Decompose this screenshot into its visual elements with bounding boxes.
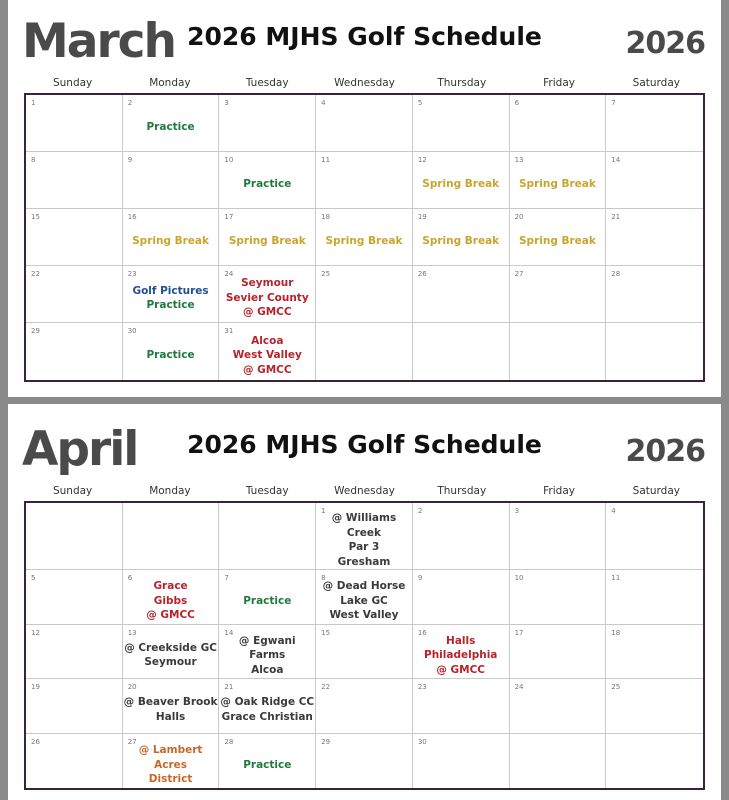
event-block: [146, 348, 194, 363]
event-block: [132, 234, 209, 249]
day-cell: [606, 152, 703, 209]
day-cell: [413, 152, 510, 209]
year-label: 2026: [625, 26, 705, 61]
day-cell: [123, 570, 220, 625]
weekday-label: Friday: [543, 77, 575, 89]
event-block: [519, 177, 596, 192]
event-text: Golf Pictures: [132, 284, 209, 297]
day-cell: [510, 95, 607, 152]
day-cell: [219, 625, 316, 680]
day-number: 21: [611, 213, 621, 221]
day-cell: [26, 679, 123, 734]
day-number: 27: [514, 270, 524, 278]
day-number: 10: [514, 574, 524, 582]
day-number: 4: [611, 507, 616, 515]
day-cell: [219, 570, 316, 625]
weekday-label: Friday: [543, 485, 575, 497]
day-number: 13: [127, 628, 137, 637]
day-number: 29: [321, 737, 331, 746]
day-number: 3: [224, 99, 229, 107]
day-number: 15: [31, 213, 40, 221]
weekday-label: Tuesday: [245, 77, 289, 89]
day-cell: [413, 734, 510, 789]
day-cell: [316, 734, 413, 789]
day-number: 24: [224, 270, 234, 278]
day-cell: [26, 625, 123, 680]
day-cell: [26, 152, 123, 209]
event-text: Spring Break: [422, 234, 500, 247]
schedule-title: 2026 MJHS Golf Schedule: [187, 430, 542, 459]
march-day-grid: [24, 93, 705, 382]
day-cell: [26, 323, 123, 380]
day-number: 11: [611, 574, 621, 582]
day-number: 22: [321, 683, 331, 691]
event-block: [146, 120, 194, 135]
day-number: 17: [224, 213, 234, 221]
day-number: 4: [321, 99, 326, 107]
day-cell: [606, 625, 703, 680]
event-text: Practice: [146, 299, 195, 311]
day-cell: [26, 503, 123, 570]
day-cell: [26, 209, 123, 266]
day-cell: [316, 679, 413, 734]
day-cell: [316, 570, 413, 625]
day-cell: [26, 570, 123, 625]
day-number: 2: [417, 507, 423, 515]
weekday-label: Saturday: [632, 485, 680, 497]
day-number: 30: [127, 327, 137, 335]
day-number: 19: [417, 213, 427, 221]
day-cell: [26, 266, 123, 323]
day-number: 5: [417, 99, 423, 107]
event-block: [323, 579, 406, 623]
day-number: 20: [514, 213, 524, 221]
day-number: 13: [514, 156, 524, 164]
event-text: @ Oak Ridge CC Grace Christian: [220, 696, 315, 723]
day-cell: [510, 266, 607, 323]
event-text: Practice: [243, 758, 292, 771]
day-number: 28: [611, 270, 621, 278]
day-cell: [413, 323, 510, 380]
day-number: 18: [321, 213, 331, 221]
day-cell: [606, 95, 703, 152]
event-text: Practice: [243, 594, 292, 607]
day-cell: [413, 95, 510, 152]
event-block: [326, 234, 403, 249]
day-cell: [123, 625, 220, 680]
day-cell: [413, 266, 510, 323]
day-cell: [123, 95, 220, 152]
day-number: 3: [514, 507, 520, 515]
day-number: 20: [127, 683, 137, 691]
weekday-label: Sunday: [52, 485, 93, 497]
day-number: 25: [321, 270, 331, 278]
weekday-label: Saturday: [632, 77, 680, 89]
event-text: Grace Gibbs @ GMCC: [146, 580, 195, 621]
event-block: [124, 641, 217, 670]
weekday-label: Sunday: [52, 77, 93, 89]
day-number: 16: [417, 628, 427, 637]
april-calendar-sheet: [8, 404, 721, 800]
day-cell: [606, 209, 703, 266]
event-text: @ Williams Creek Par 3 Gresham: [331, 512, 397, 568]
day-number: 7: [224, 574, 229, 582]
event-block: [229, 234, 306, 249]
day-number: 26: [31, 737, 40, 746]
day-number: 16: [127, 213, 137, 221]
day-number: 17: [514, 628, 524, 637]
event-block: [243, 594, 291, 609]
event-block: [226, 276, 309, 320]
day-number: 1: [31, 99, 36, 107]
march-calendar-sheet: [8, 0, 721, 397]
day-number: 29: [31, 327, 40, 335]
event-text: Spring Break: [518, 177, 596, 190]
day-cell: [219, 152, 316, 209]
event-text: Alcoa West Valley @ GMCC: [232, 334, 302, 376]
day-cell: [510, 734, 607, 789]
day-number: 18: [611, 628, 621, 637]
event-block: [124, 695, 218, 724]
day-cell: [123, 266, 220, 323]
weekday-label: Monday: [149, 485, 191, 497]
event-text: Practice: [243, 177, 292, 190]
event-block: [243, 758, 291, 773]
day-cell: [606, 679, 703, 734]
day-cell: [316, 625, 413, 680]
event-block: [316, 511, 412, 569]
month-name: March: [22, 14, 175, 69]
day-cell: [316, 323, 413, 380]
day-cell: [510, 323, 607, 380]
day-cell: [316, 503, 413, 570]
year-label: 2026: [625, 434, 705, 469]
event-block: [220, 695, 314, 724]
event-block: [422, 234, 499, 249]
day-cell: [606, 266, 703, 323]
event-block: [422, 177, 499, 192]
day-cell: [316, 266, 413, 323]
event-text: Spring Break: [518, 234, 596, 247]
day-number: 6: [514, 99, 520, 107]
day-cell: [219, 95, 316, 152]
day-cell: [316, 209, 413, 266]
event-text: Spring Break: [325, 234, 403, 247]
day-cell: [26, 734, 123, 789]
day-cell: [413, 679, 510, 734]
weekday-label: Tuesday: [245, 485, 289, 497]
weekday-label: Thursday: [437, 485, 487, 497]
day-cell: [123, 734, 220, 789]
day-cell: [123, 152, 220, 209]
day-number: 24: [514, 683, 524, 691]
day-cell: [316, 152, 413, 209]
day-number: 9: [417, 574, 423, 582]
day-number: 12: [31, 628, 40, 637]
day-cell: [510, 679, 607, 734]
weekday-label: Wednesday: [334, 77, 395, 89]
weekday-header: [24, 485, 705, 497]
day-number: 2: [127, 99, 133, 107]
day-cell: [413, 570, 510, 625]
day-number: 6: [127, 574, 133, 582]
day-number: 31: [224, 327, 234, 335]
schedule-title: 2026 MJHS Golf Schedule: [187, 22, 542, 51]
april-day-grid: [24, 501, 705, 790]
event-text: Practice: [146, 120, 195, 133]
day-cell: [510, 152, 607, 209]
event-text: Spring Break: [228, 234, 306, 247]
day-cell: [123, 209, 220, 266]
day-number: 14: [611, 156, 621, 164]
day-cell: [606, 570, 703, 625]
day-cell: [510, 570, 607, 625]
day-cell: [123, 679, 220, 734]
day-cell: [413, 209, 510, 266]
event-block: [132, 284, 208, 313]
day-cell: [123, 323, 220, 380]
event-text: @ Dead Horse Lake GC West Valley: [322, 580, 406, 621]
day-cell: [219, 679, 316, 734]
event-block: [219, 634, 315, 678]
day-number: 28: [224, 737, 234, 746]
day-cell: [510, 209, 607, 266]
day-cell: [606, 323, 703, 380]
event-block: [146, 579, 195, 623]
event-block: [519, 234, 596, 249]
day-number: 1: [321, 507, 326, 515]
day-number: 12: [417, 156, 427, 164]
day-cell: [26, 95, 123, 152]
day-cell: [219, 503, 316, 570]
day-number: 23: [127, 270, 137, 278]
event-block: [243, 177, 291, 192]
day-cell: [123, 503, 220, 570]
day-cell: [413, 503, 510, 570]
day-number: 30: [417, 737, 427, 746]
event-block: [123, 743, 219, 787]
weekday-label: Wednesday: [334, 485, 395, 497]
day-number: 15: [321, 628, 331, 637]
day-number: 5: [31, 574, 36, 582]
day-number: 10: [224, 156, 234, 164]
day-cell: [606, 734, 703, 789]
day-number: 19: [31, 683, 40, 691]
day-number: 23: [417, 683, 427, 691]
event-text: Practice: [146, 349, 195, 362]
event-block: [233, 334, 302, 378]
event-text: Halls Philadelphia @ GMCC: [424, 634, 498, 676]
day-cell: [510, 503, 607, 570]
day-number: 25: [611, 683, 621, 691]
day-number: 8: [31, 156, 36, 164]
event-text: Spring Break: [132, 234, 209, 247]
day-cell: [510, 625, 607, 680]
day-cell: [606, 503, 703, 570]
event-text: @ Lambert Acres District: [138, 744, 203, 785]
day-cell: [316, 95, 413, 152]
day-number: 22: [31, 270, 40, 278]
event-text: @ Creekside GC Seymour: [124, 641, 217, 669]
day-number: 11: [321, 156, 331, 164]
day-cell: [219, 266, 316, 323]
event-text: @ Egwani Farms Alcoa: [238, 634, 296, 676]
day-number: 27: [127, 737, 137, 746]
day-number: 21: [224, 683, 234, 691]
day-number: 9: [127, 156, 133, 164]
day-cell: [219, 323, 316, 380]
day-cell: [219, 734, 316, 789]
day-number: 26: [417, 270, 427, 278]
event-text: Seymour Sevier County @ GMCC: [225, 277, 309, 319]
weekday-label: Thursday: [437, 77, 487, 89]
weekday-header: [24, 77, 705, 89]
month-name: April: [22, 422, 138, 477]
event-text: @ Beaver Brook Halls: [123, 696, 218, 723]
day-cell: [219, 209, 316, 266]
day-number: 7: [611, 99, 616, 107]
event-text: Spring Break: [422, 177, 500, 190]
weekday-label: Monday: [149, 77, 191, 89]
day-number: 8: [321, 574, 326, 582]
day-number: 14: [224, 628, 234, 637]
event-block: [424, 634, 497, 678]
day-cell: [413, 625, 510, 680]
